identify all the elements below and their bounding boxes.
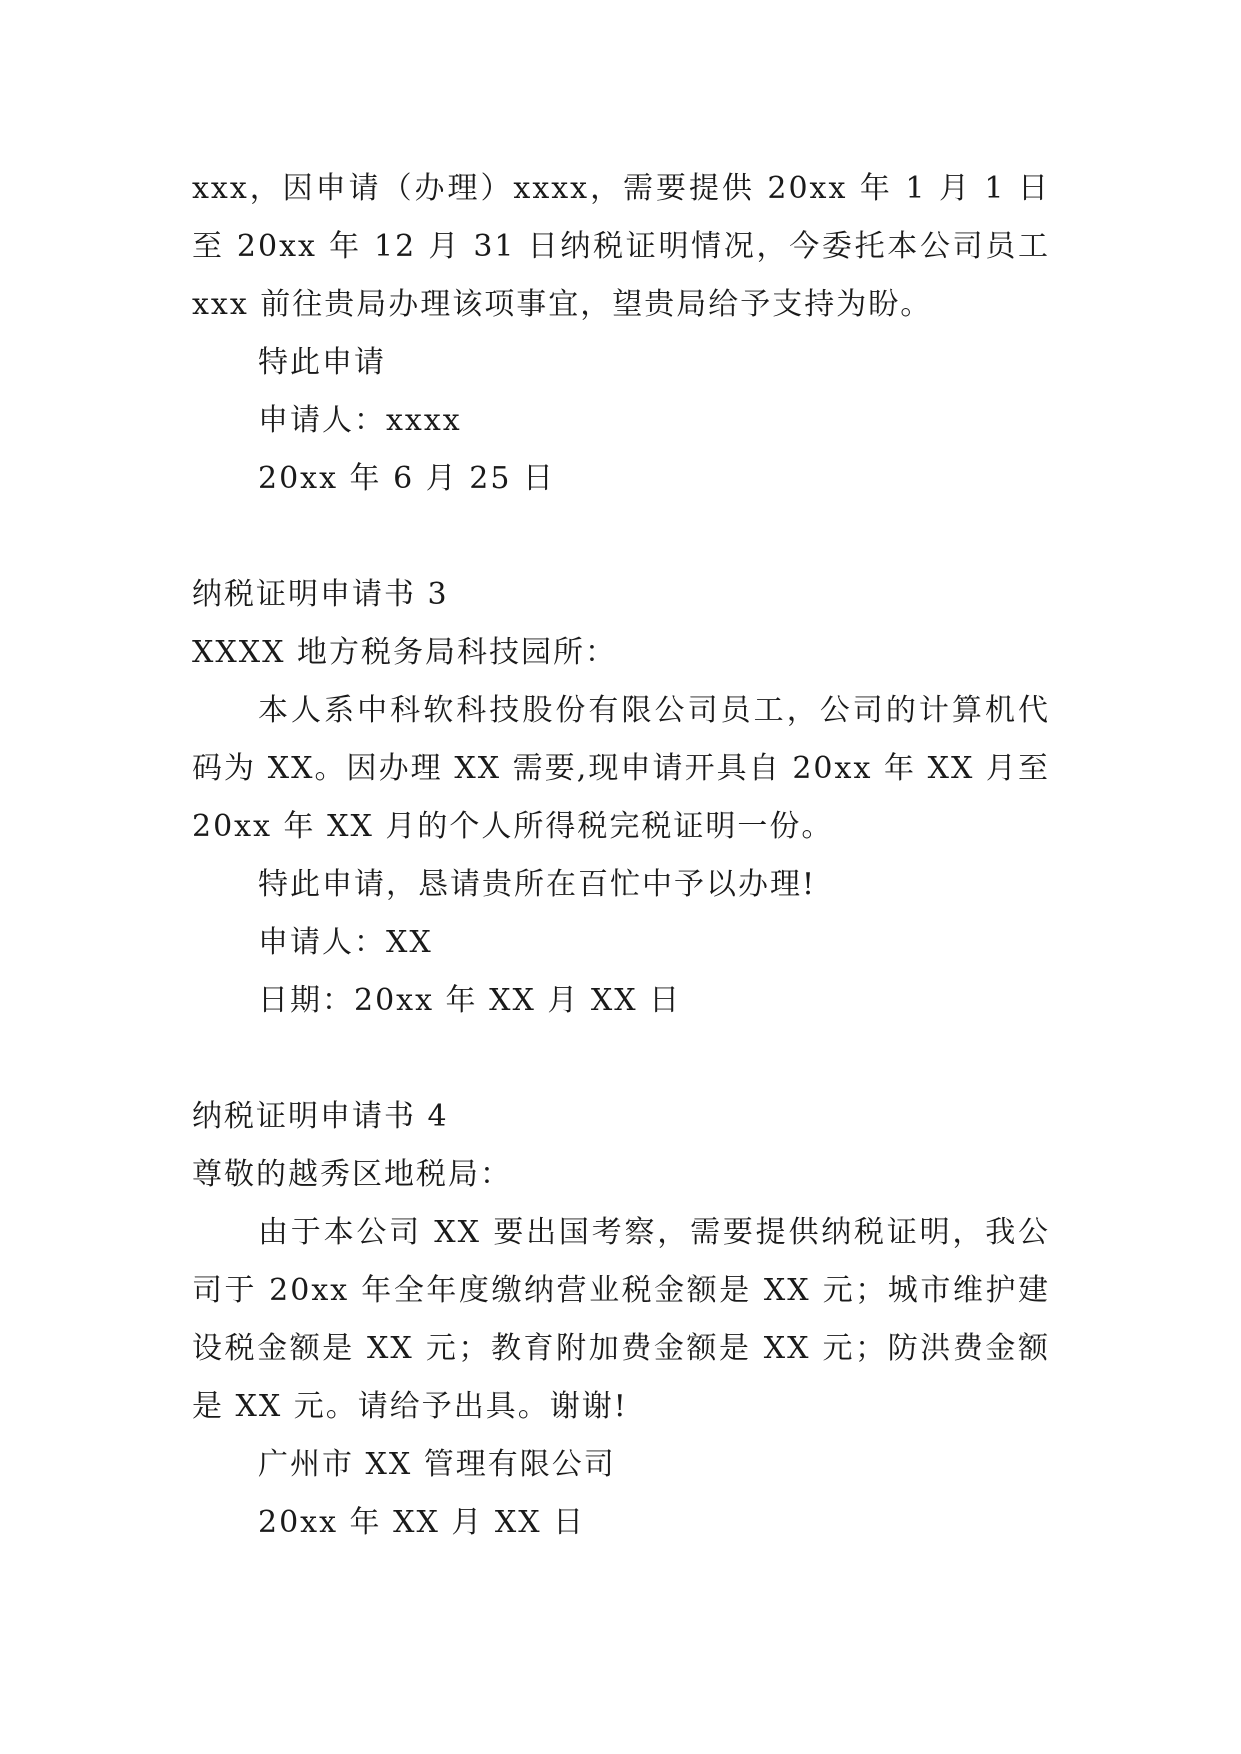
section3-body-paragraph: 本人系中科软科技股份有限公司员工，公司的计算机代码为 XX。因办理 XX 需要,现申请开具自 20xx 年 XX 月至 20xx 年 XX 月的个人所得税完税证明一份。 [192, 693, 1050, 844]
section-spacer [192, 1030, 1050, 1088]
section3-applicant: 申请人：XX [258, 925, 433, 960]
section3-date: 日期：20xx 年 XX 月 XX 日 [258, 983, 682, 1018]
section-spacer [192, 508, 1050, 566]
section4-addressee: 尊敬的越秀区地税局： [192, 1157, 512, 1192]
section3-title: 纳税证明申请书 3 [192, 577, 449, 612]
section3-addressee: XXXX 地方税务局科技园所： [192, 635, 617, 670]
section2-body-paragraph: xxx，因申请（办理）xxxx，需要提供 20xx 年 1 月 1 日至 20xx 年 12 月 31 日纳税证明情况，今委托本公司员工 xxx 前往贵局办理该项事宜，望贵局给予支持为盼。 [192, 171, 1050, 322]
section2-closing: 特此申请 [258, 345, 386, 380]
section2-applicant: 申请人：xxxx [258, 403, 462, 438]
section4-title: 纳税证明申请书 4 [192, 1099, 449, 1134]
section2-date: 20xx 年 6 月 25 日 [258, 461, 555, 496]
document-page [192, 160, 1050, 1552]
section4-body-paragraph: 由于本公司 XX 要出国考察，需要提供纳税证明，我公司于 20xx 年全年度缴纳营业税金额是 XX 元；城市维护建设税金额是 XX 元；教育附加费金额是 XX 元；防洪费金额是 XX 元。请给予出具。谢谢! [192, 1215, 1050, 1424]
section4-date: 20xx 年 XX 月 XX 日 [258, 1505, 586, 1540]
section3-closing: 特此申请，恳请贵所在百忙中予以办理! [258, 867, 817, 902]
section4-company: 广州市 XX 管理有限公司 [258, 1447, 616, 1482]
